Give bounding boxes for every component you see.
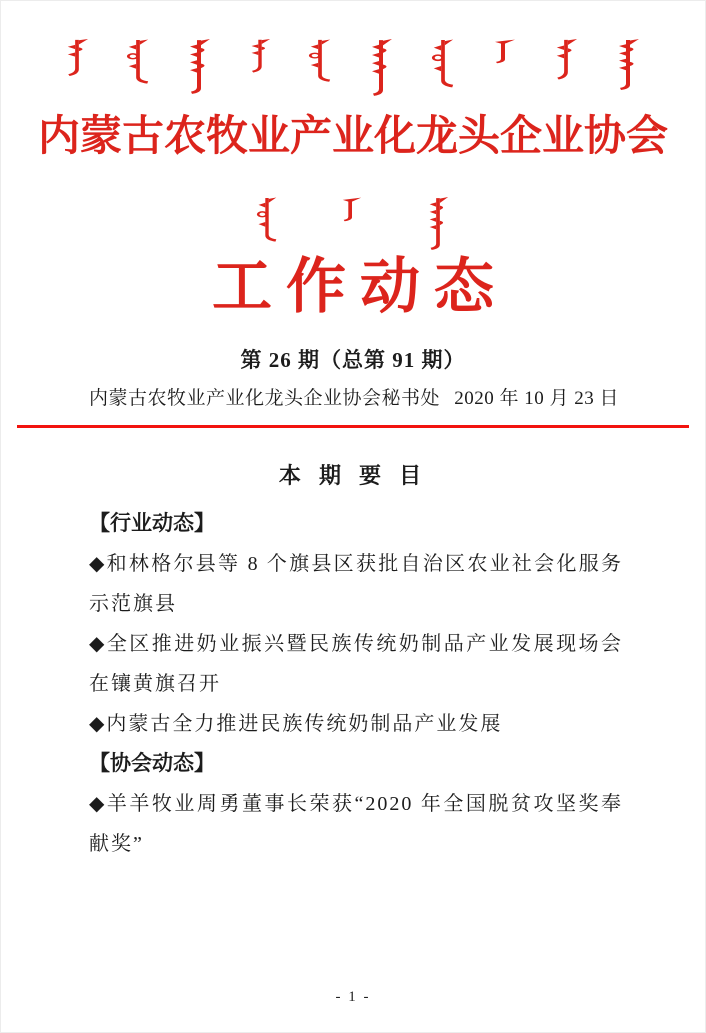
table-of-contents [1, 461, 705, 864]
mongolian-word-icon [126, 39, 150, 87]
issue-number: 第 26 期（总第 91 期） [240, 348, 466, 372]
publisher-name: 内蒙古农牧业产业化龙头企业协会秘书处 [89, 388, 441, 409]
toc-item: ◆羊羊牧业周勇董事长荣获“2020 年全国脱贫攻坚奖奉献奖” [89, 793, 623, 855]
mongolian-word-icon [65, 39, 89, 81]
mongolian-word-icon [340, 197, 364, 223]
publisher-line [89, 386, 619, 412]
toc-body [89, 504, 623, 864]
toc-item: ◆内蒙古全力推进民族传统奶制品产业发展 [89, 713, 503, 735]
toc-section-label-association: 【协会动态】 [89, 752, 215, 775]
mongolian-word-icon [554, 39, 578, 85]
mongolian-word-icon [492, 39, 518, 65]
toc-section-label-industry: 【行业动态】 [89, 512, 215, 535]
page-number: - 1 - [335, 989, 371, 1005]
publish-date: 2020 年 10 月 23 日 [454, 388, 619, 409]
mongolian-word-icon [368, 39, 394, 97]
toc-item: ◆全区推进奶业振兴暨民族传统奶制品产业发展现场会在镶黄旗召开 [89, 633, 623, 695]
mongolian-script-row-sub [1, 197, 705, 251]
mongolian-word-icon [186, 39, 212, 95]
mongolian-word-icon [615, 39, 641, 91]
toc-item: ◆和林格尔县等 8 个旗县区获批自治区农业社会化服务示范旗县 [89, 553, 623, 615]
mongolian-word-icon [249, 39, 271, 77]
mongolian-word-icon [308, 39, 332, 85]
mongolian-word-icon [426, 197, 450, 251]
masthead-divider-rule [17, 425, 689, 428]
mongolian-script-row-top [65, 1, 641, 99]
mongolian-word-icon [431, 39, 455, 91]
bulletin-title: 工作动态 [212, 254, 508, 320]
toc-heading: 本 期 要 目 [278, 463, 428, 488]
mongolian-word-icon [256, 197, 278, 245]
org-title: 内蒙古农牧业产业化龙头企业协会 [37, 114, 668, 160]
